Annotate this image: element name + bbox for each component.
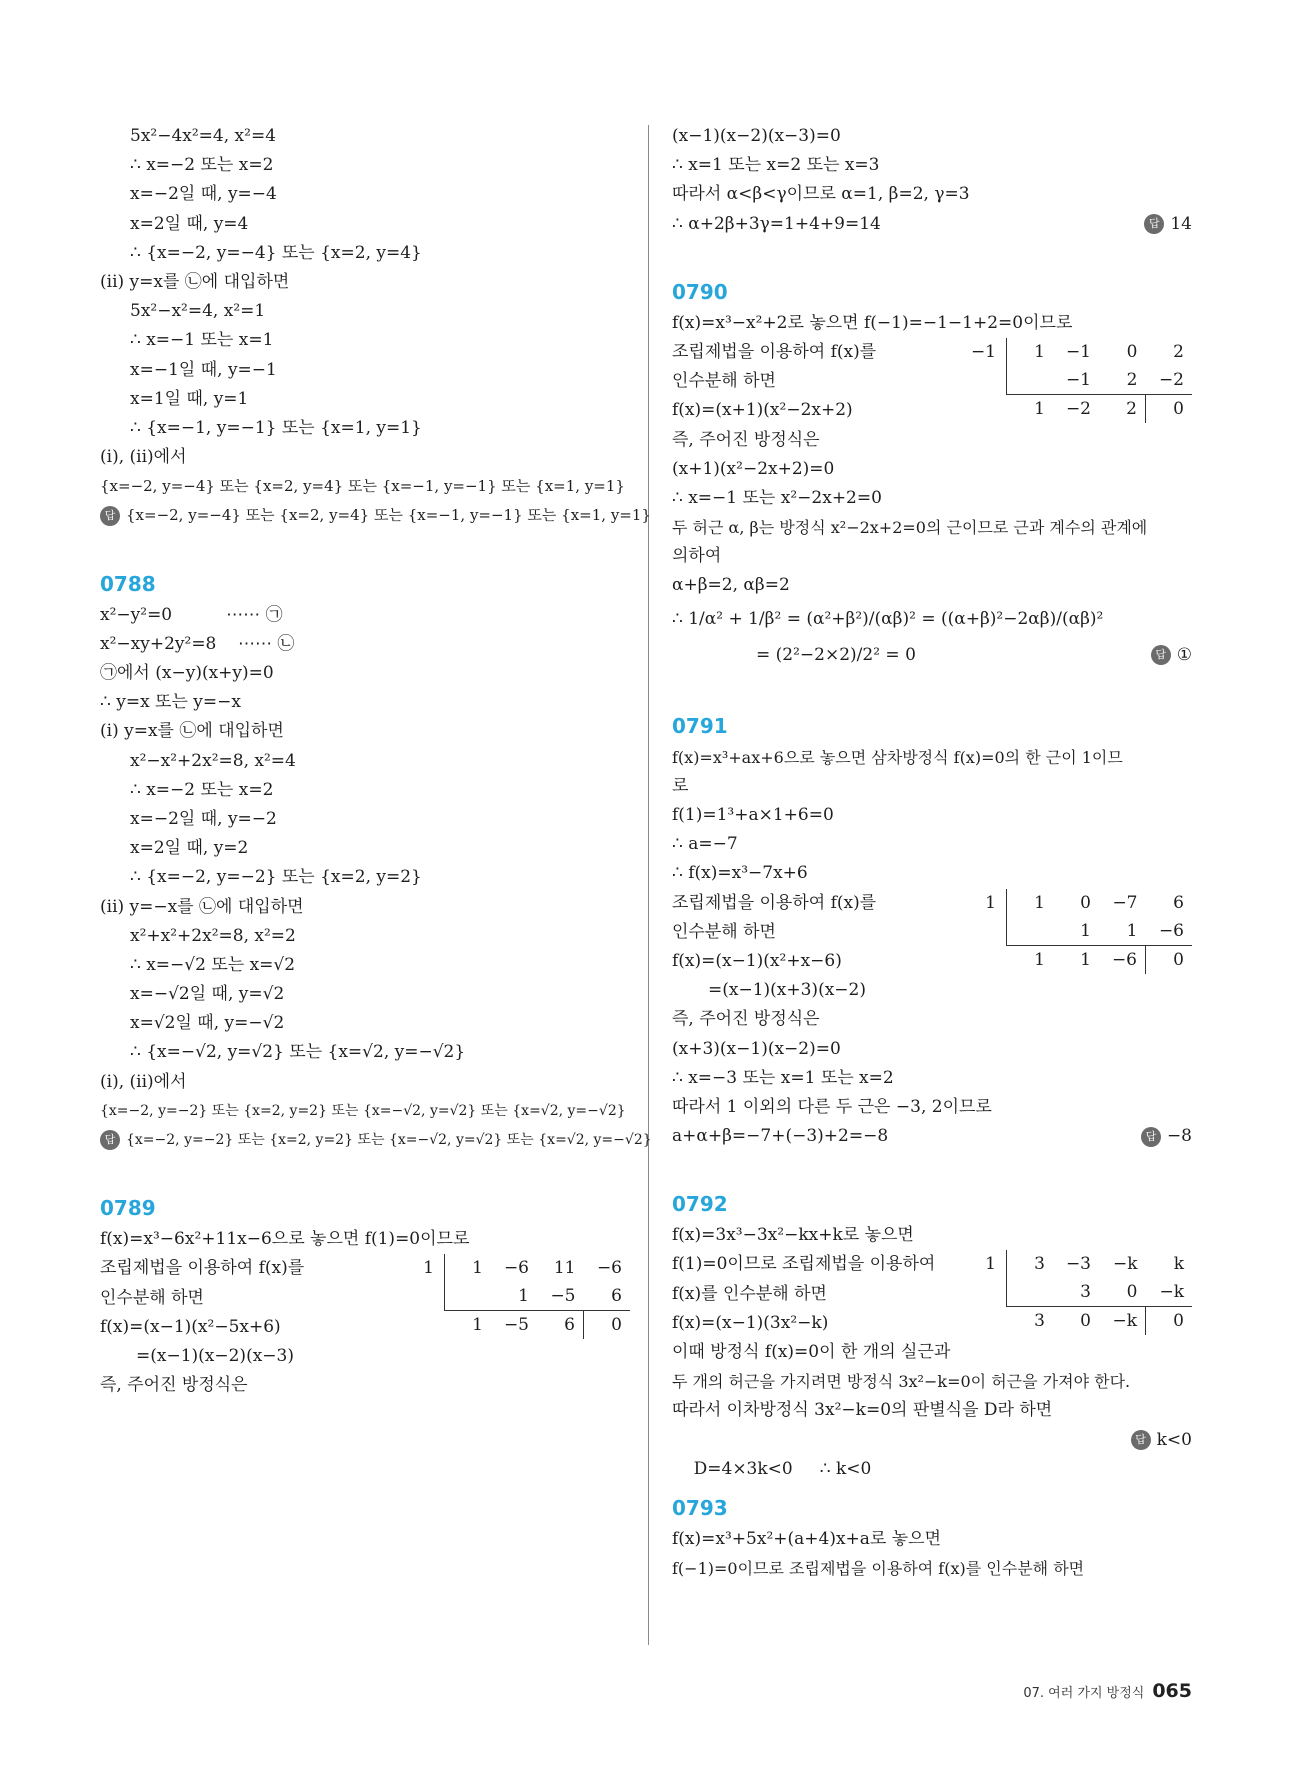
syn-cell: −3 bbox=[1065, 1254, 1091, 1275]
syn-cell: 2 bbox=[1173, 341, 1184, 362]
chapter-label: 07. 여러 가지 방정식 bbox=[1023, 1686, 1145, 1701]
solution-line: ∴ x=−√2 또는 x=√2 bbox=[130, 954, 296, 975]
solution-line: x=−2일 때, y=−2 bbox=[130, 808, 277, 829]
solution-line: ㉠에서 (x−y)(x+y)=0 bbox=[100, 663, 274, 683]
synthetic-division-block bbox=[672, 889, 1192, 977]
synthetic-division-block bbox=[672, 338, 1192, 426]
solution-line: ∴ x=−2 또는 x=2 bbox=[130, 155, 274, 176]
solution-line: 5x²−4x²=4, x²=4 bbox=[130, 126, 277, 146]
answer bbox=[1141, 1122, 1192, 1151]
syn-cell: −6 bbox=[596, 1258, 622, 1279]
solution-line: ∴ {x=−2, y=−4} 또는 {x=2, y=4} bbox=[130, 242, 422, 263]
solution-line: x=−√2일 때, y=√2 bbox=[130, 984, 285, 1005]
solution-line: ∴ x=1 또는 x=2 또는 x=3 bbox=[672, 155, 880, 176]
syn-cell: −6 bbox=[503, 1258, 529, 1279]
answer-badge-icon: 답 bbox=[1151, 645, 1171, 665]
solution-line: f(x)=(x−1)(x²−5x+6) bbox=[100, 1316, 281, 1337]
syn-cell bbox=[1007, 1278, 1054, 1307]
solution-line: ∴ y=x 또는 y=−x bbox=[100, 692, 241, 713]
solution-line: f(x)를 인수분해 하면 bbox=[672, 1283, 827, 1304]
syn-cell: −6 bbox=[1099, 945, 1146, 974]
solution-line: ∴ x=−2 또는 x=2 bbox=[130, 779, 274, 800]
solution-line: f(x)=x³+ax+6으로 놓으면 삼차방정식 f(x)=0의 한 근이 1이므 bbox=[672, 747, 1123, 767]
problem-number: 0792 bbox=[672, 1192, 728, 1217]
solution-line: x²−x²+2x²=8, x²=4 bbox=[130, 750, 296, 771]
solution-line: 조립제법을 이용하여 f(x)를 bbox=[100, 1258, 305, 1279]
syn-cell bbox=[1007, 366, 1054, 395]
synthetic-division-table bbox=[961, 338, 1193, 423]
solution-line: ∴ f(x)=x³−7x+6 bbox=[672, 863, 808, 884]
solution-line bbox=[672, 637, 1192, 673]
solution-line: (x+1)(x²−2x+2)=0 bbox=[672, 458, 835, 479]
solution-line: (ii) y=−x를 ㉡에 대입하면 bbox=[100, 896, 304, 917]
syn-cell: 2 bbox=[1099, 394, 1146, 423]
answer bbox=[1144, 210, 1192, 239]
syn-root: −1 bbox=[961, 338, 1007, 366]
solution-line: ∴ 1/α² + 1/β² = (α²+β²)/(αβ)² = ((α+β)²−2αβ)/(αβ)² bbox=[672, 608, 1104, 629]
syn-cell: 0 bbox=[1126, 341, 1138, 362]
syn-remainder: 0 bbox=[1146, 1307, 1193, 1336]
solution-line: x²+x²+2x²=8, x²=2 bbox=[130, 925, 296, 946]
syn-cell: 6 bbox=[611, 1286, 622, 1307]
syn-cell: −k bbox=[1112, 1254, 1138, 1275]
answer-text: k<0 bbox=[1156, 1429, 1192, 1450]
problem-number: 0793 bbox=[672, 1495, 728, 1520]
syn-cell: 1 bbox=[1034, 341, 1045, 362]
solution-line: =(x−1)(x−2)(x−3) bbox=[136, 1345, 294, 1366]
answer-badge-icon: 답 bbox=[1144, 214, 1164, 234]
answer-text: {x=−2, y=−2} 또는 {x=2, y=2} 또는 {x=−√2, y=√2} 또는 {x=√2, y=−√2} bbox=[126, 1132, 652, 1148]
solution-line bbox=[672, 1426, 1192, 1479]
left-column bbox=[100, 122, 652, 1400]
syn-remainder: 0 bbox=[1146, 394, 1193, 423]
syn-cell: 2 bbox=[1126, 369, 1138, 390]
syn-cell: 1 bbox=[1007, 945, 1054, 974]
answer-text: −8 bbox=[1166, 1126, 1192, 1147]
solution-line: f(x)=3x³−3x²−kx+k로 놓으면 bbox=[672, 1225, 914, 1246]
answer-badge-icon: 답 bbox=[100, 1130, 120, 1150]
solution-line: 따라서 이차방정식 3x²−k=0의 판별식을 D라 하면 bbox=[672, 1400, 1053, 1421]
solution-line: x=−2일 때, y=−4 bbox=[130, 184, 277, 205]
syn-cell: 0 bbox=[1080, 892, 1091, 913]
solution-line: 따라서 α<β<γ이므로 α=1, β=2, γ=3 bbox=[672, 184, 970, 205]
solution-line: 따라서 1 이외의 다른 두 근은 −3, 2이므로 bbox=[672, 1096, 992, 1117]
solution-line: 의하여 bbox=[672, 546, 722, 567]
solution-line: 즉, 주어진 방정식은 bbox=[672, 429, 820, 450]
solution-line: 조립제법을 이용하여 f(x)를 bbox=[672, 341, 877, 362]
solution-line: 두 개의 허근을 가지려면 방정식 3x²−k=0이 허근을 가져야 한다. bbox=[672, 1372, 1131, 1392]
syn-cell: k bbox=[1173, 1254, 1184, 1275]
solution-line: 로 bbox=[672, 775, 689, 796]
solution-line: f(x)=x³−6x²+11x−6으로 놓으면 f(1)=0이므로 bbox=[100, 1229, 470, 1250]
column-divider bbox=[648, 125, 649, 1645]
answer-line bbox=[100, 501, 651, 530]
syn-cell: 1 bbox=[472, 1258, 483, 1279]
syn-cell: 1 bbox=[1007, 394, 1054, 423]
solution-line: α+β=2, αβ=2 bbox=[672, 575, 790, 596]
answer-text: ① bbox=[1176, 644, 1192, 665]
solution-line: (i), (ii)에서 bbox=[100, 447, 187, 468]
syn-cell: 3 bbox=[1007, 1307, 1054, 1336]
solution-line: 즉, 주어진 방정식은 bbox=[672, 1009, 820, 1030]
solution-line: {x=−2, y=−2} 또는 {x=2, y=2} 또는 {x=−√2, y=√2} 또는 {x=√2, y=−√2} bbox=[100, 1102, 626, 1119]
solution-line: 인수분해 하면 bbox=[100, 1287, 204, 1308]
solution-text: = (2²−2×2)/2² = 0 bbox=[756, 644, 916, 665]
problem-number: 0791 bbox=[672, 713, 728, 738]
page-footer bbox=[1023, 1680, 1192, 1702]
solution-line: (x+3)(x−1)(x−2)=0 bbox=[672, 1038, 841, 1059]
answer-badge-icon: 답 bbox=[1131, 1430, 1151, 1450]
solution-line: 이때 방정식 f(x)=0이 한 개의 실근과 bbox=[672, 1342, 951, 1362]
solution-line: x=2일 때, y=4 bbox=[130, 213, 249, 234]
solution-line: (x−1)(x−2)(x−3)=0 bbox=[672, 126, 841, 146]
syn-cell: 6 bbox=[537, 1311, 584, 1340]
answer-text: {x=−2, y=−4} 또는 {x=2, y=4} 또는 {x=−1, y=−1} 또는 {x=1, y=1} bbox=[126, 506, 651, 525]
syn-cell: 0 bbox=[1053, 1307, 1099, 1336]
solution-line: =(x−1)(x+3)(x−2) bbox=[708, 980, 866, 1001]
synthetic-division-block bbox=[100, 1254, 630, 1342]
syn-cell: −5 bbox=[491, 1311, 537, 1340]
solution-line: f(−1)=0이므로 조립제법을 이용하여 f(x)를 인수분해 하면 bbox=[672, 1558, 1085, 1578]
syn-root: 1 bbox=[961, 1250, 1007, 1278]
solution-line: f(x)=(x+1)(x²−2x+2) bbox=[672, 400, 853, 421]
page-number: 065 bbox=[1152, 1680, 1192, 1702]
syn-cell: 11 bbox=[553, 1258, 576, 1279]
answer-badge-icon: 답 bbox=[1141, 1127, 1161, 1147]
solution-line: f(x)=x³+5x²+(a+4)x+a로 놓으면 bbox=[672, 1528, 942, 1549]
syn-cell: 6 bbox=[1173, 892, 1184, 913]
solution-line: f(1)=1³+a×1+6=0 bbox=[672, 805, 834, 825]
syn-remainder: 0 bbox=[1146, 945, 1193, 974]
solution-line: 두 허근 α, β는 방정식 x²−2x+2=0의 근이므로 근과 계수의 관계에 bbox=[672, 518, 1148, 538]
problem-number: 0789 bbox=[100, 1196, 156, 1221]
solution-line: ∴ {x=−√2, y=√2} 또는 {x=√2, y=−√2} bbox=[130, 1042, 466, 1063]
syn-cell: −2 bbox=[1158, 369, 1184, 390]
syn-cell: −1 bbox=[1065, 341, 1091, 362]
solution-line: {x=−2, y=−4} 또는 {x=2, y=4} 또는 {x=−1, y=−1} 또는 {x=1, y=1} bbox=[100, 477, 625, 496]
solution-line: (i), (ii)에서 bbox=[100, 1071, 187, 1092]
syn-cell: −k bbox=[1159, 1282, 1184, 1303]
solution-line: x=√2일 때, y=−√2 bbox=[130, 1013, 285, 1034]
problem-number: 0788 bbox=[100, 571, 156, 596]
solution-line: ∴ {x=−1, y=−1} 또는 {x=1, y=1} bbox=[130, 417, 422, 438]
syn-cell: 3 bbox=[1034, 1254, 1045, 1275]
syn-root: 1 bbox=[961, 889, 1007, 917]
syn-cell: 1 bbox=[1053, 945, 1099, 974]
solution-line: ∴ a=−7 bbox=[672, 834, 738, 855]
syn-cell: 1 bbox=[518, 1286, 529, 1307]
syn-cell: −7 bbox=[1112, 892, 1138, 913]
synthetic-division-table bbox=[961, 1250, 1193, 1335]
syn-cell: −k bbox=[1099, 1307, 1146, 1336]
solution-line: x²−y²=0 ⋯⋯ ㉠ bbox=[100, 604, 283, 625]
solution-line: f(x)=(x−1)(x²+x−6) bbox=[672, 950, 842, 971]
solution-line: f(1)=0이므로 조립제법을 이용하여 bbox=[672, 1254, 936, 1275]
solution-text: D=4×3k<0 ∴ k<0 bbox=[693, 1458, 872, 1479]
synthetic-division-table bbox=[961, 889, 1193, 974]
syn-cell: 1 bbox=[445, 1311, 492, 1340]
syn-cell: −6 bbox=[1158, 920, 1184, 941]
solution-text: a+α+β=−7+(−3)+2=−8 bbox=[672, 1126, 889, 1147]
syn-cell bbox=[445, 1282, 492, 1311]
solution-line: ∴ x=−1 또는 x=1 bbox=[130, 330, 274, 351]
syn-cell: 1 bbox=[1034, 892, 1045, 913]
right-column bbox=[672, 122, 1192, 1583]
solution-line: f(x)=x³−x²+2로 놓으면 f(−1)=−1−1+2=0이므로 bbox=[672, 312, 1073, 333]
solution-line bbox=[672, 1122, 1192, 1151]
syn-cell: 0 bbox=[1126, 1282, 1138, 1303]
problem-number: 0790 bbox=[672, 279, 728, 304]
solution-line bbox=[672, 210, 1192, 239]
answer-text: 14 bbox=[1170, 213, 1192, 234]
syn-cell: 3 bbox=[1080, 1282, 1091, 1303]
solution-line: ∴ {x=−2, y=−2} 또는 {x=2, y=2} bbox=[130, 867, 422, 888]
solution-text: ∴ α+2β+3γ=1+4+9=14 bbox=[672, 213, 881, 234]
solution-line: 즉, 주어진 방정식은 bbox=[100, 1375, 248, 1396]
syn-cell: −1 bbox=[1065, 369, 1091, 390]
solution-line: (ii) y=x를 ㉡에 대입하면 bbox=[100, 271, 290, 292]
solution-line: ∴ x=−3 또는 x=1 또는 x=2 bbox=[672, 1067, 894, 1088]
syn-cell: 1 bbox=[1126, 920, 1138, 941]
syn-remainder: 0 bbox=[584, 1311, 631, 1340]
syn-root: 1 bbox=[399, 1254, 445, 1282]
synthetic-division-table bbox=[399, 1254, 631, 1339]
answer bbox=[1131, 1426, 1192, 1455]
solution-line: x=2일 때, y=2 bbox=[130, 838, 249, 859]
solution-line: 인수분해 하면 bbox=[672, 921, 776, 942]
solution-line: x=1일 때, y=1 bbox=[130, 388, 249, 409]
solution-line: 인수분해 하면 bbox=[672, 371, 776, 392]
solution-line: 조립제법을 이용하여 f(x)를 bbox=[672, 892, 877, 913]
syn-cell bbox=[1007, 917, 1054, 946]
solution-line: x²−xy+2y²=8 ⋯⋯ ㉡ bbox=[100, 633, 295, 654]
answer bbox=[1151, 637, 1192, 673]
answer-badge-icon: 답 bbox=[100, 506, 120, 526]
solution-line: x=−1일 때, y=−1 bbox=[130, 359, 277, 380]
solution-line: (i) y=x를 ㉡에 대입하면 bbox=[100, 721, 284, 742]
synthetic-division-block bbox=[672, 1250, 1192, 1338]
answer-line bbox=[100, 1126, 652, 1155]
solution-line: 5x²−x²=4, x²=1 bbox=[130, 301, 266, 322]
syn-cell: −5 bbox=[550, 1286, 576, 1307]
solution-line: ∴ x=−1 또는 x²−2x+2=0 bbox=[672, 487, 882, 508]
syn-cell: −2 bbox=[1053, 394, 1099, 423]
syn-cell: 1 bbox=[1080, 920, 1091, 941]
solution-line: f(x)=(x−1)(3x²−k) bbox=[672, 1312, 829, 1333]
